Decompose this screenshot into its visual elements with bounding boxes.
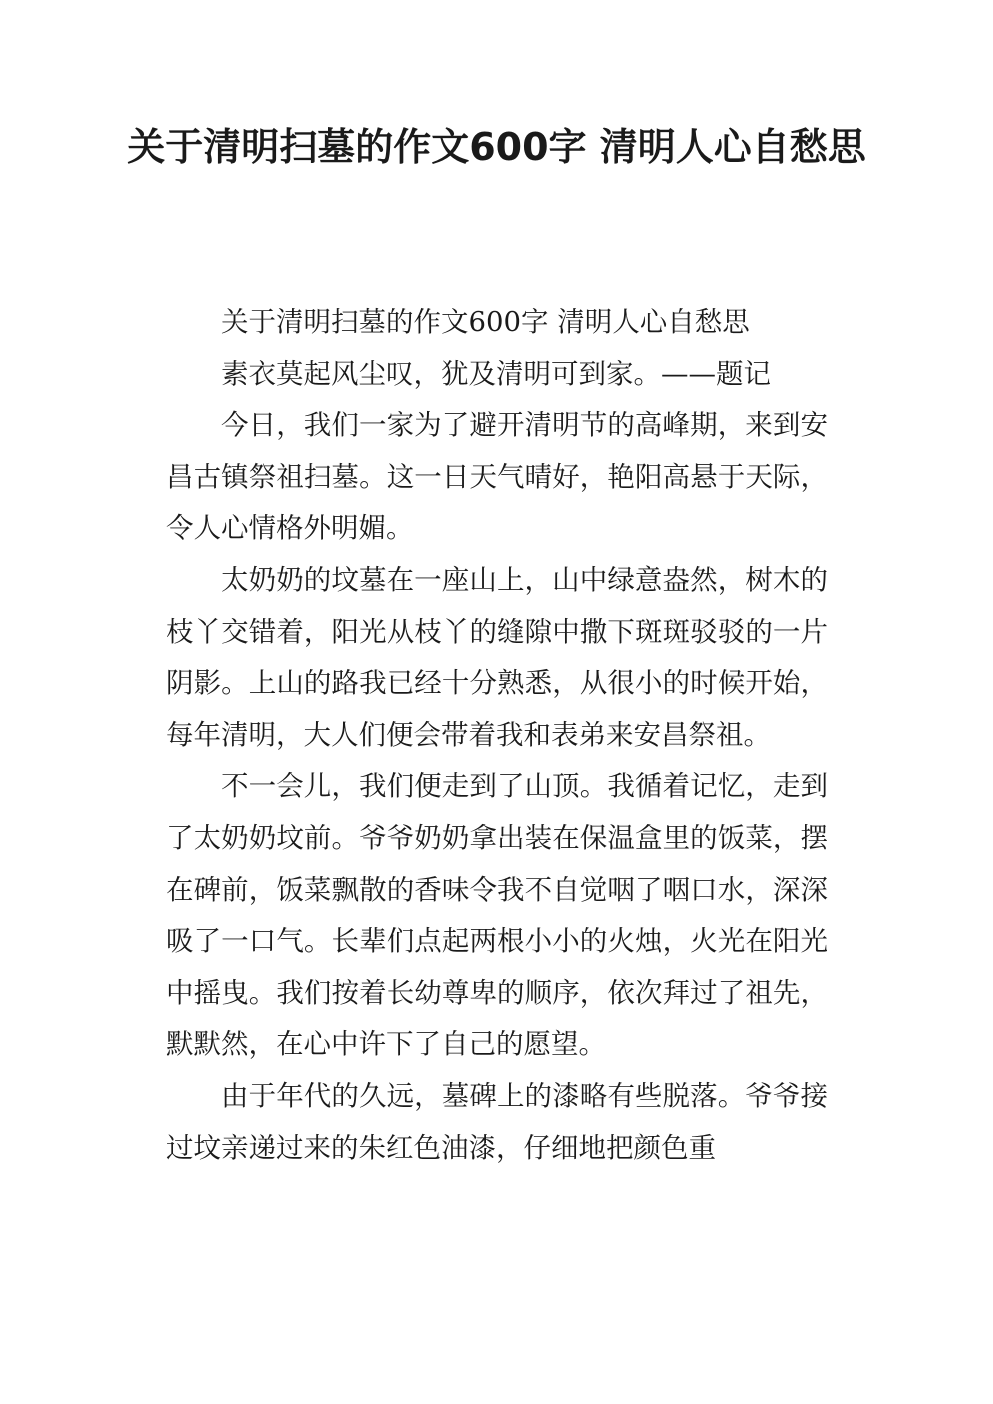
paragraph: 今日，我们一家为了避开清明节的高峰期，来到安昌古镇祭祖扫墓。这一日天气晴好，艳阳高悬于天际，令人心情格外明媚。 [166,409,828,545]
paragraph-repeated-title: 关于清明扫墓的作文600字 清明人心自愁思 [221,306,750,338]
document-title: 关于清明扫墓的作文600字 清明人心自愁思 [127,125,866,169]
paragraph: 由于年代的久远，墓碑上的漆略有些脱落。爷爷接过坟亲递过来的朱红色油漆，仔细地把颜色重 [166,1079,828,1164]
document-body [166,297,828,1174]
paragraph: 不一会儿，我们便走到了山顶。我循着记忆，走到了太奶奶坟前。爷爷奶奶拿出装在保温盒里的饭菜，摆在碑前，饭菜飘散的香味令我不自觉咽了咽口水，深深吸了一口气。长辈们点起两根小小的火烛，火光在阳光中摇曳。我们按着长幼尊卑的顺序，依次拜过了祖先，默默然，在心中许下了自己的愿望。 [166,770,828,1061]
paragraph: 太奶奶的坟墓在一座山上，山中绿意盎然，树木的枝丫交错着，阳光从枝丫的缝隙中撒下斑斑驳驳的一片阴影。上山的路我已经十分熟悉，从很小的时候开始，每年清明，大人们便会带着我和表弟来安昌祭祖。 [166,563,828,751]
paragraph-epigraph: 素衣莫起风尘叹，犹及清明可到家。——题记 [221,357,771,390]
